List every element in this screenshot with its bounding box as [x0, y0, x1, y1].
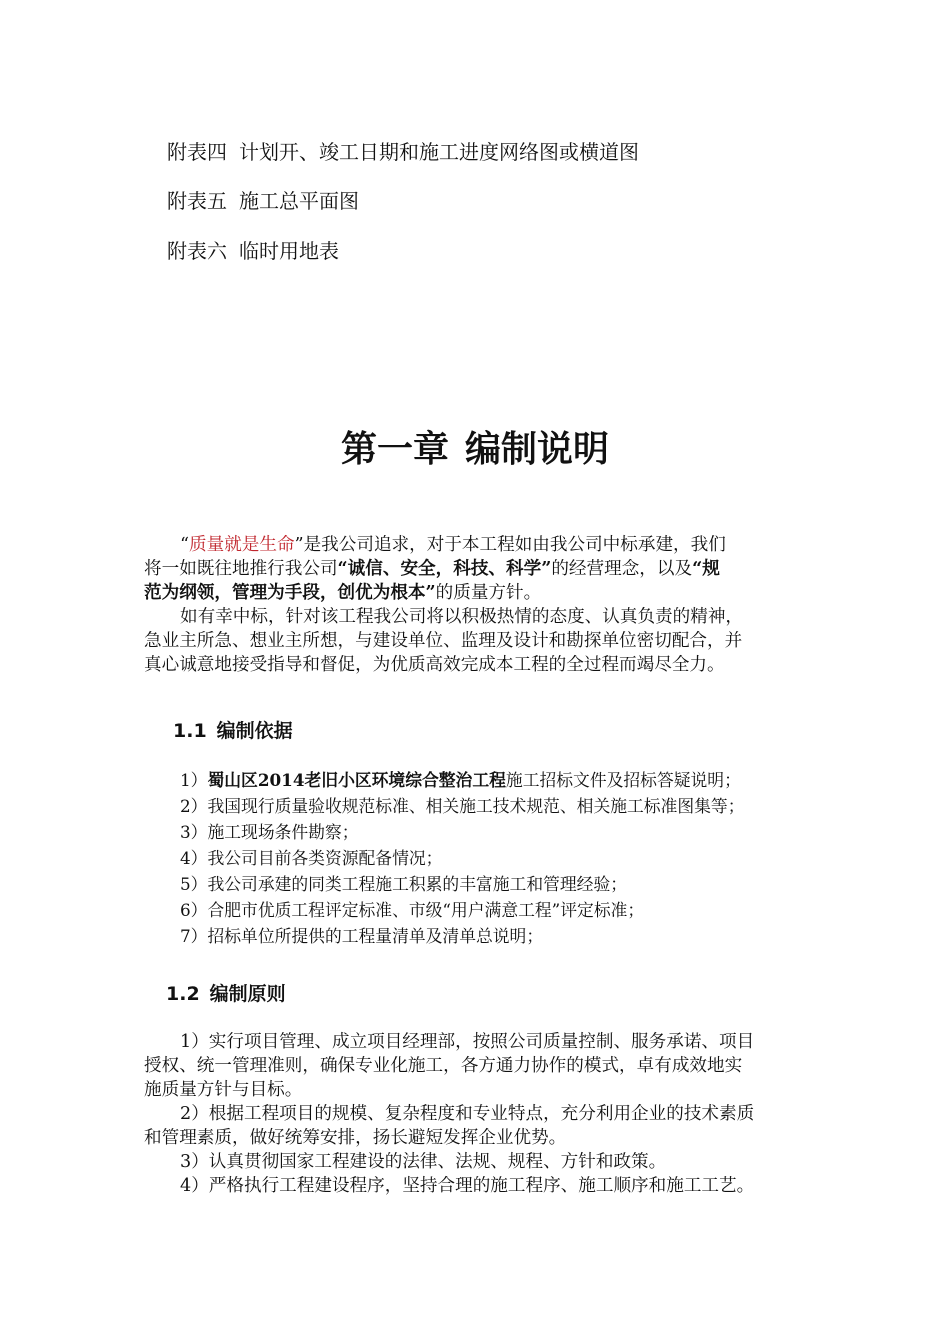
list-item: [180, 871, 744, 897]
paragraph-line: [144, 557, 824, 581]
item-prefix: 6）: [180, 900, 208, 920]
list-item: [180, 767, 744, 793]
paragraph-line: [144, 533, 824, 557]
line-text: 的经营理念，以及: [551, 559, 693, 579]
paragraph-line: 4）严格执行工程建设程序，坚持合理的施工程序、施工顺序和施工工艺。: [180, 1176, 755, 1196]
item-prefix: 7）: [180, 926, 208, 946]
paragraph-line: 1）实行项目管理、成立项目经理部，按照公司质量控制、服务承诺、项目: [180, 1032, 755, 1052]
list-item: [180, 845, 744, 871]
principles-paragraphs: [144, 1030, 824, 1198]
appendix-title: 施工总平面图: [239, 189, 359, 213]
item-prefix: 3）: [180, 822, 208, 842]
chapter-number: 第一章: [340, 429, 449, 470]
section-title: 编制原则: [209, 983, 286, 1005]
intro-paragraph: [144, 533, 824, 677]
item-text: 我公司承建的同类工程施工积累的丰富施工和管理经验；: [207, 874, 628, 894]
paragraph-line: 授权、统一管理准则，确保专业化施工，各方通力协作的模式，卓有成效地实: [144, 1056, 743, 1076]
appendix-title: 临时用地表: [239, 239, 339, 263]
list-item: [180, 793, 744, 819]
paragraph-line: 和管理素质，做好统筹安排，扬长避短发挥企业优势。: [144, 1128, 567, 1148]
paragraph-line: 3）认真贯彻国家工程建设的法律、法规、规程、方针和政策。: [180, 1152, 667, 1172]
line-text: 将一如既往地推行我公司: [144, 559, 338, 579]
bold-text: “诚信、安全，科技、科学”: [337, 558, 552, 579]
appendix-code: 附表五: [167, 189, 227, 213]
list-item: [180, 819, 744, 845]
item-prefix: 2）: [180, 796, 208, 816]
line-text: ”是我公司追求，对于本工程如由我公司中标承建，我们: [294, 535, 726, 555]
item-text: 施工招标文件及招标答疑说明；: [505, 770, 741, 790]
paragraph-line: 2）根据工程项目的规模、复杂程度和专业特点，充分利用企业的技术素质: [180, 1104, 755, 1124]
line-text: 的质量方针。: [435, 583, 542, 603]
item-text: 招标单位所提供的工程量清单及清单总说明；: [207, 926, 544, 946]
item-text: 我公司目前各类资源配备情况；: [207, 848, 443, 868]
item-prefix: 4）: [180, 848, 208, 868]
paragraph-line: 施质量方针与目标。: [144, 1080, 303, 1100]
section-heading: [173, 719, 293, 743]
section-heading: [166, 982, 286, 1006]
appendix-title: 计划开、竣工日期和施工进度网络图或横道图: [239, 140, 639, 164]
paragraph-line: [144, 581, 824, 605]
list-item: [180, 897, 744, 923]
appendix-code: 附表六: [167, 239, 227, 263]
appendix-code: 附表四: [167, 140, 227, 164]
highlight-text: 质量就是生命: [189, 535, 295, 555]
section-number: 1.1: [173, 720, 207, 742]
item-text: 施工现场条件勘察；: [207, 822, 359, 842]
appendix-item: [167, 139, 639, 165]
list-item: [180, 923, 744, 949]
item-text: 合肥市优质工程评定标准、市级“用户满意工程”评定标准；: [207, 900, 645, 920]
item-prefix: 1）: [180, 770, 208, 790]
section-number: 1.2: [166, 983, 200, 1005]
bold-text: 蜀山区2014老旧小区环境综合整治工程: [207, 770, 506, 790]
paragraph-line: 如有幸中标，针对该工程我公司将以积极热情的态度、认真负责的精神，: [180, 607, 744, 627]
appendix-item: [167, 238, 339, 264]
section-title: 编制依据: [216, 720, 293, 742]
paragraph-line: 真心诚意地接受指导和督促，为优质高效完成本工程的全过程而竭尽全力。: [144, 655, 725, 675]
chapter-heading: [0, 428, 950, 472]
item-prefix: 5）: [180, 874, 208, 894]
paragraph-line: 急业主所急、想业主所想，与建设单位、监理及设计和勘探单位密切配合，并: [144, 631, 743, 651]
item-text: 我国现行质量验收规范标准、相关施工技术规范、相关施工标准图集等；: [207, 796, 745, 816]
bold-text: 范为纲领，管理为手段，创优为根本”: [144, 582, 436, 603]
chapter-title: 编制说明: [465, 429, 610, 470]
appendix-item: [167, 188, 359, 214]
bold-text: “规: [692, 558, 720, 579]
quote-mark: “: [180, 535, 189, 555]
basis-list: [180, 767, 744, 949]
